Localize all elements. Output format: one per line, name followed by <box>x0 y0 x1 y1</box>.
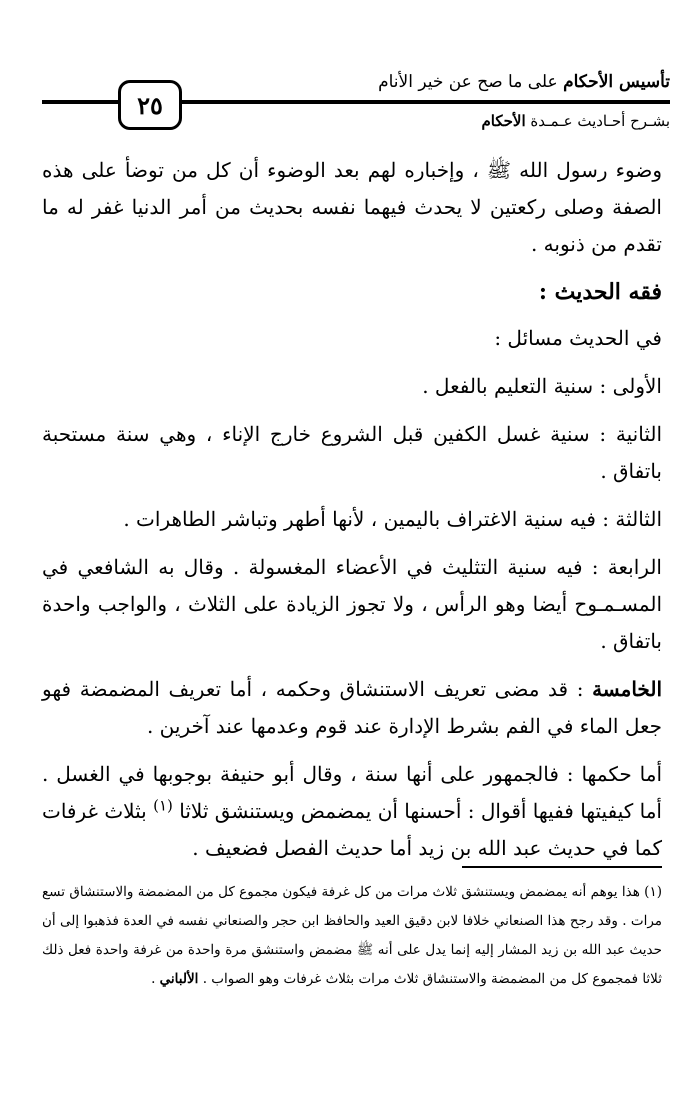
paragraph-ruling <box>42 756 662 867</box>
paragraph-intro: وضوء رسول الله ﷺ ، وإخباره لهم بعد الوضوء أن كل من توضأ على هذه الصفة وصلى ركعتين لا يحدث فيهما نفسه بحديث من أمر الدنيا غفر له ما تقدم من ذنوبه . <box>42 158 662 256</box>
subtitle-rest: بشـرح أحـاديث عـمـدة <box>530 112 670 130</box>
footnote <box>42 878 662 994</box>
paragraph-second: الثانية : سنية غسل الكفين قبل الشروع خارج الإناء ، وهي سنة مستحبة باتفاق . <box>42 422 662 483</box>
ruling-end: بثلاث غرفات كما في حديث عبد الله بن زيد أما حديث الفصل فضعيف . <box>42 799 662 860</box>
book-title-rest: على ما صح عن خير الأنام <box>378 72 558 92</box>
page-number-badge <box>118 80 182 130</box>
paragraph-fifth <box>42 671 662 745</box>
ruling-main: أما حكمها : فالجمهور على أنها سنة ، وقال أبو حنيفة بوجوبها في الغسل . أما كيفيتها ففيها أقوال : أحسنها أن يمضمض ويستنشق ثلاثا <box>42 762 662 823</box>
footnote-separator <box>462 866 662 868</box>
footnote-text: (١) هذا يوهم أنه يمضمض ويستنشق ثلاث مرات من كل غرفة فيكون مجموع كل من المضمضة والاستنشاق تسع مرات . وقد رجح هذا الصنعاني خلافا لابن دقيق العيد والحافظ ابن حجر والصنعاني نفسه في العدة فذهبوا إلى أن حديث عبد الله بن زيد المشار إليه إنما يدل على أنه ﷺ مضمض واستنشق مرة واحدة من غرفة واحدة فعل ذلك ثلاثا فمجموع كل من المضمضة والاستنشاق ثلاث مرات بثلاث غرفات وهو الصواب . <box>42 884 662 987</box>
paragraph-first: الأولى : سنية التعليم بالفعل . <box>422 374 662 398</box>
running-header-subtitle <box>250 110 670 132</box>
fifth-rest: : قد مضى تعريف الاستنشاق وحكمه ، أما تعريف المضمضة فهو جعل الماء في الفم بشرط الإدارة عند قوم وعدمها عند آخرين . <box>42 677 662 738</box>
subtitle-bold: الأحكام <box>481 112 526 130</box>
footnote-end: . <box>151 971 160 987</box>
book-title-bold: تأسيس الأحكام <box>563 72 670 92</box>
footnote-marker[interactable]: (١) <box>153 796 173 815</box>
page-number: ٢٥ <box>137 90 163 120</box>
running-header-title <box>250 70 670 94</box>
paragraph-issues: في الحديث مسائل : <box>494 326 662 350</box>
main-text <box>42 152 662 878</box>
section-heading: فقه الحديث : <box>538 279 662 305</box>
paragraph-third: الثالثة : فيه سنية الاغتراف باليمين ، لأنها أطهر وتباشر الطاهرات . <box>123 507 662 531</box>
fifth-lead: الخامسة <box>592 677 662 701</box>
paragraph-fourth: الرابعة : فيه سنية التثليث في الأعضاء المغسولة . وقال به الشافعي في المسـمـوح أيضا وهو الرأس ، ولا تجوز الزيادة على الثلاث ، والواجب واحدة باتفاق . <box>42 555 662 653</box>
footnote-author: الألباني <box>159 971 199 987</box>
